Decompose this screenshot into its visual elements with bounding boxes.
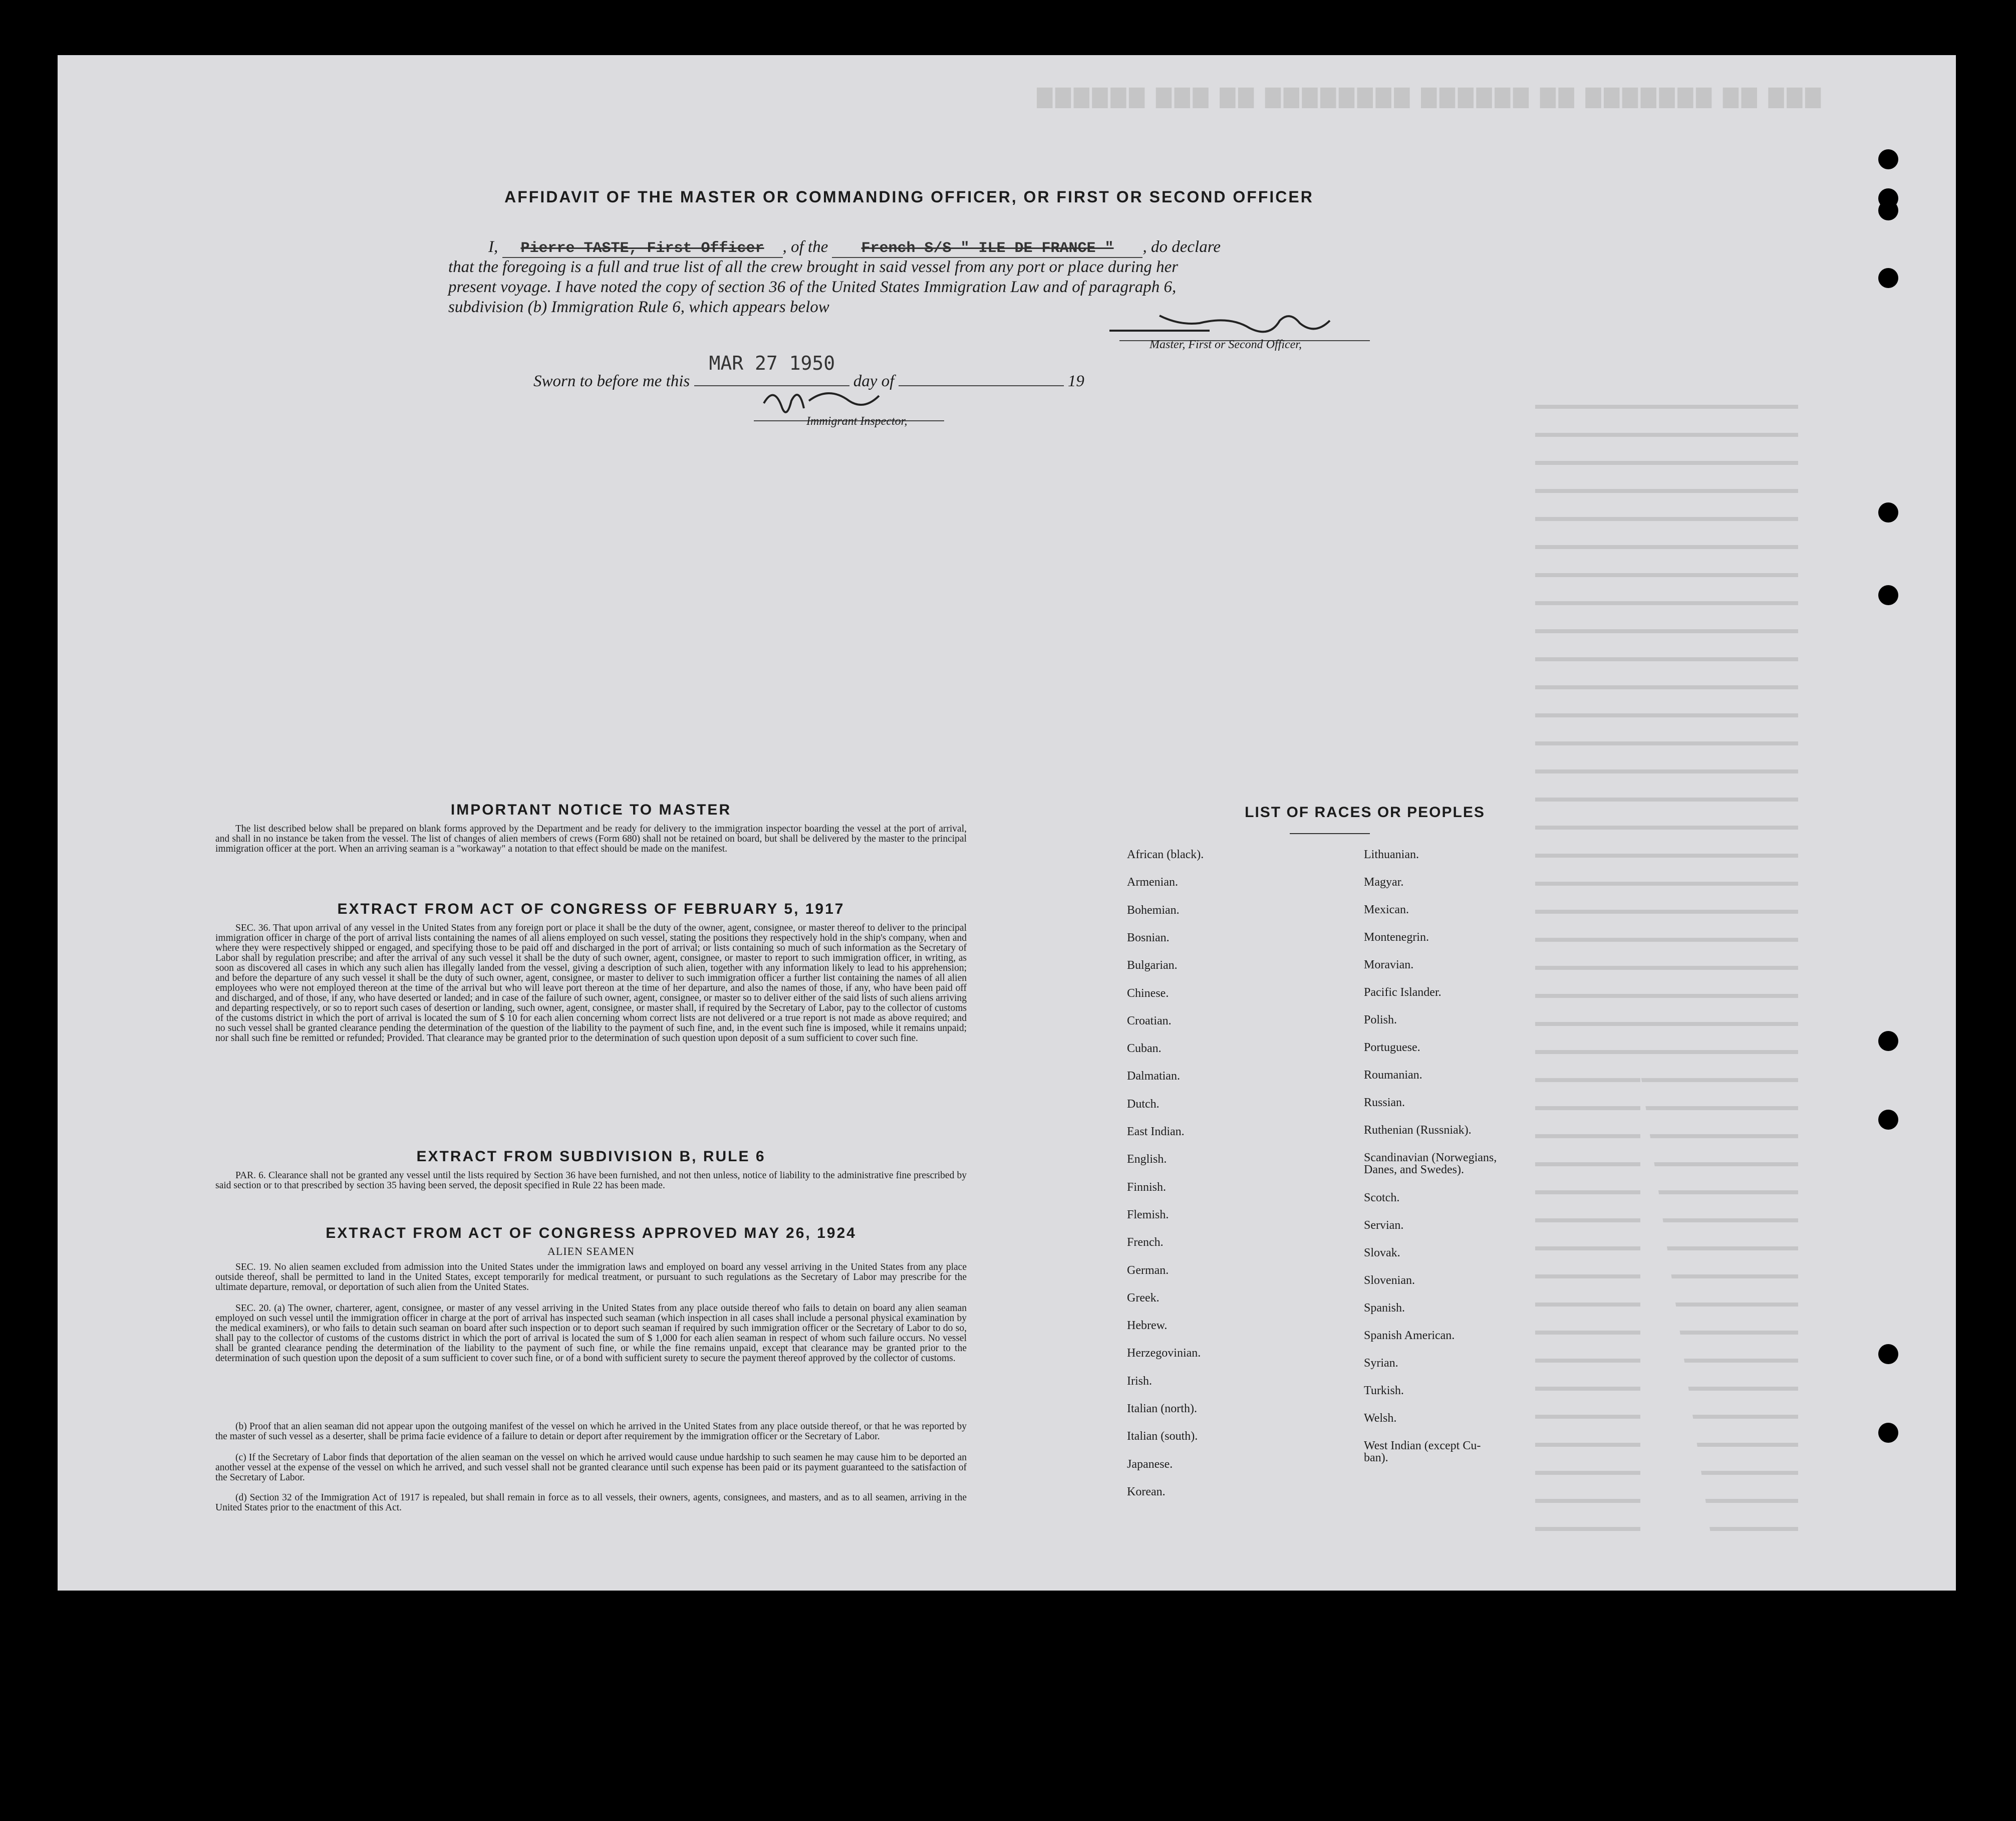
- race-item: Russian.: [1364, 1096, 1405, 1109]
- race-item: Polish.: [1364, 1013, 1397, 1026]
- binder-hole: [1878, 1031, 1898, 1051]
- race-item: English.: [1127, 1153, 1167, 1166]
- race-item: Italian (south).: [1127, 1430, 1198, 1443]
- race-item: Syrian.: [1364, 1357, 1398, 1370]
- extract-1924-title: EXTRACT FROM ACT OF CONGRESS APPROVED MAY 26, 1924: [326, 1225, 856, 1241]
- notice-text: The list described below shall be prepared on blank forms approved by the Department and be ready for delivery to the immigration inspector boarding the vessel at the port of arrival, and shall in no instance be taken from the vessel. The list of changes of alien members of crews (Form 680) shall not be retained on board, but shall be delivered by the master to the principal immigration officer at the port. When an arriving seaman is a "workaway" a notation to that effect should be made on the manifest.: [215, 824, 967, 854]
- affidavit-title: AFFIDAVIT OF THE MASTER OR COMMANDING OFFICER, OR FIRST OR SECOND OFFICER: [504, 188, 1314, 206]
- binder-hole: [1878, 1344, 1898, 1364]
- race-item: Korean.: [1127, 1485, 1166, 1498]
- extract-rule6-title: EXTRACT FROM SUBDIVISION B, RULE 6: [416, 1148, 766, 1165]
- race-item: Scandinavian (Norwegians,: [1364, 1151, 1497, 1164]
- binder-hole: [1878, 585, 1898, 605]
- extract-1924-sec20c: (c) If the Secretary of Labor finds that deportation of the alien seaman on the vessel on which he arrived would cause undue hardship to such seamen he may cause him to be deported an another vessel at the expense of the vessel on which he arrived, and such vessel shall not be granted clearance until such expense has been paid or its payment guaranteed to the satisfaction of the Secretary of Labor.: [215, 1452, 967, 1483]
- extract-1924-sec20d: (d) Section 32 of the Immigration Act of 1917 is repealed, but shall remain in force as to all vessels, their owners, agents, consignees, and masters, and as to all seamen, arriving in the United States prior to the enactment of this Act.: [215, 1492, 967, 1513]
- extract-1917-text: SEC. 36. That upon arrival of any vessel in the United States from any foreign port or place it shall be the duty of the owner, agent, consignee, or master thereof to deliver to the principal immigration officer in charge of the port of arrival lists containing the names of all aliens employed on such vessel, stating the positions they respectively hold in the ship's company, when and where they were respectively shipped or engaged, and specifying those to be paid off and discharged in the port of arrival; or lists containing so much of such information as the Secretary of Labor shall by regulation prescribe; and after the arrival of any such vessel it shall be the duty of such owner, agent, consignee, or master to report to such immigration officer, in writing, as soon as discovered all cases in which any such alien has illegally landed from the vessel, giving a description of such alien, together with any information likely to lead to his apprehension; and before the departure of any such vessel it shall be the duty of such owner, agent, consignee, or master to deliver to such immigration officer a further list containing the names of all alien employees who were not employed thereon at the time of the arrival but who will leave port thereon at the time of her departure, and also the names of those, if any, who have been paid off and discharged, and of those, if any, who have deserted or landed; and in case of the failure of such owner, agent, consignee, or master so to deliver either of the said lists of such aliens arriving and departing respectively, or so to report such cases of desertion or landing, such owner, agent, consignee, or master shall, if required by the Secretary of Labor, pay to the collector of customs of the customs district in which the port of arrival is located the sum of $ 10 for each alien concerning whom correct lists are not delivered or a true report is not made as above required; and no such vessel shall be granted clearance pending the determination of the question of the liability to the payment of such fine, and, in the event such fine is imposed, while it remains unpaid; nor shall such fine be remitted or refunded; Provided. That clearance may be granted prior to the determination of such question upon deposit of a sum sufficient to cover such fine.: [215, 923, 967, 1044]
- race-item: Flemish.: [1127, 1208, 1169, 1221]
- sworn-line: [533, 352, 1465, 391]
- race-item: Bohemian.: [1127, 903, 1180, 917]
- race-item: Dalmatian.: [1127, 1070, 1180, 1083]
- binder-hole: [1878, 149, 1898, 169]
- race-item: Spanish.: [1364, 1302, 1405, 1315]
- affidavit-line-1: [448, 238, 1380, 258]
- race-item: Herzegovinian.: [1127, 1347, 1201, 1360]
- race-item: Moravian.: [1364, 958, 1414, 971]
- race-item: Turkish.: [1364, 1384, 1404, 1397]
- extract-1924-sec20a: SEC. 20. (a) The owner, charterer, agent, consignee, or master of any vessel arriving in the United States from any place outside thereof who fails to detain on board any alien seaman employed on such vessel until the immigration officer in charge at the port of arrival has inspected such seaman (which inspection in all cases shall include a personal physical examination by the medical examiners), or who fails to detain such seaman on board after such inspection or to deport such seaman if required by such immigration officer or the Secretary of Labor to do so, shall pay to the collector of customs of the customs district in which the port of arrival is located the sum of $ 1,000 for each alien seaman in respect of whom such failure occurs. No vessel shall be granted clearance pending the determination of the liability to the payment of such fine, or while the fine remains unpaid, except that clearance may be granted prior to the determination of such question upon the deposit of a sum sufficient to cover such fine, or of a bond with sufficient surety to secure the payment thereof approved by the collector of customs.: [215, 1303, 967, 1364]
- document-sheet: [58, 55, 1956, 1591]
- extract-1924-subtitle: ALIEN SEAMEN: [547, 1245, 635, 1257]
- binder-hole: [1878, 1423, 1898, 1443]
- races-title-rule: [1290, 833, 1370, 834]
- race-item: West Indian (except Cu-: [1364, 1439, 1481, 1452]
- sworn-prefix: Sworn to before me this: [533, 372, 690, 390]
- race-item: Cuban.: [1127, 1042, 1162, 1056]
- race-item: Danes, and Swedes).: [1364, 1163, 1464, 1176]
- notice-title: IMPORTANT NOTICE TO MASTER: [450, 802, 732, 818]
- binder-hole: [1878, 502, 1898, 523]
- race-item: Italian (north).: [1127, 1402, 1197, 1415]
- of-the-text: , of the: [782, 238, 828, 256]
- inspector-caption: Immigrant Inspector,: [806, 415, 908, 428]
- date-stamp: MAR 27 1950: [709, 352, 835, 374]
- year-prefix: 19: [1067, 372, 1084, 390]
- race-item: Roumanian.: [1364, 1069, 1422, 1082]
- race-item: German.: [1127, 1263, 1169, 1277]
- race-item: Chinese.: [1127, 986, 1169, 1000]
- extract-1924-sec20b: (b) Proof that an alien seaman did not appear upon the outgoing manifest of the vessel on which he arrived in the United States from any place outside thereof, or that he was reported by the master of such vessel as a deserter, shall be prima facie evidence of a failure to detain or deport after requirement by the immigration officer or the Secretary of Labor.: [215, 1421, 967, 1442]
- race-item: Armenian.: [1127, 876, 1178, 889]
- extract-1924-sec19: SEC. 19. No alien seamen excluded from admission into the United States under the immigration laws and employed on board any vessel arriving in the United States from any place outside thereof, shall be permitted to land in the United States, except temporarily for medical treatment, or pursuant to such regulations as the Secretary of Labor may prescribe for the ultimate departure, removal, or deportation of such alien from the United States.: [215, 1262, 967, 1292]
- race-item: Portuguese.: [1364, 1041, 1420, 1054]
- race-item: Irish.: [1127, 1374, 1152, 1388]
- vessel-name: French S/S " ILE DE FRANCE ": [861, 240, 1114, 257]
- race-item: Ruthenian (Russniak).: [1364, 1124, 1472, 1137]
- signature-caption: Master, First or Second Officer,: [1149, 338, 1302, 351]
- affidavit-line-2: that the foregoing is a full and true list of all the crew brought in said vessel from any port or place during her: [448, 258, 1179, 276]
- race-item: Montenegrin.: [1364, 931, 1429, 944]
- race-item: African (black).: [1127, 848, 1204, 861]
- binder-hole: [1878, 1110, 1898, 1130]
- binder-hole: [1878, 200, 1898, 220]
- race-item: Finnish.: [1127, 1180, 1167, 1194]
- race-item: Croatian.: [1127, 1014, 1172, 1027]
- race-item: Scotch.: [1364, 1191, 1400, 1204]
- race-item: Magyar.: [1364, 876, 1404, 889]
- affidavit-line-4: subdivision (b) Immigration Rule 6, which appears below: [448, 298, 829, 316]
- officer-name: Pierre TASTE, First Officer: [520, 240, 764, 257]
- race-item: Bulgarian.: [1127, 959, 1178, 972]
- affidavit-line-3: present voyage. I have noted the copy of section 36 of the United States Immigration Law and of paragraph 6,: [448, 278, 1177, 296]
- race-item: Hebrew.: [1127, 1319, 1168, 1333]
- race-item: Japanese.: [1127, 1457, 1173, 1471]
- race-item: Servian.: [1364, 1219, 1404, 1232]
- races-title: LIST OF RACES OR PEOPLES: [1245, 804, 1485, 821]
- bleed-through-columns: [1535, 381, 1886, 1533]
- affidavit-pronoun: I,: [488, 238, 498, 256]
- race-item: Dutch.: [1127, 1097, 1160, 1111]
- race-item: Lithuanian.: [1364, 848, 1419, 861]
- race-item: Slovenian.: [1364, 1274, 1415, 1287]
- race-item: Welsh.: [1364, 1412, 1397, 1425]
- race-item: Greek.: [1127, 1291, 1160, 1305]
- race-item: Bosnian.: [1127, 931, 1170, 944]
- bleed-through-heading: ▇▇▇ ▇▇ ▇▇▇▇▇▇▇ ▇▇ ▇▇▇▇▇▇ ▇▇▇▇▇▇▇▇ ▇▇ ▇▇▇ ▇▇▇▇▇▇: [1034, 86, 1821, 108]
- race-item: Spanish American.: [1364, 1329, 1455, 1342]
- extract-1917-title: EXTRACT FROM ACT OF CONGRESS OF FEBRUARY 5, 1917: [337, 901, 845, 917]
- race-item: French.: [1127, 1236, 1164, 1249]
- race-item: Slovak.: [1364, 1246, 1400, 1259]
- race-item: Pacific Islander.: [1364, 986, 1442, 999]
- do-declare-text: , do declare: [1142, 238, 1221, 256]
- day-of-text: day of: [853, 372, 895, 390]
- race-item: East Indian.: [1127, 1125, 1185, 1138]
- binder-hole: [1878, 268, 1898, 288]
- race-item: ban).: [1364, 1451, 1388, 1464]
- extract-rule6-text: PAR. 6. Clearance shall not be granted any vessel until the lists required by Section 36 have been furnished, and not then unless, notice of liability to the administrative fine prescribed by said section or to that prescribed by section 35 having been served, the deposit specified in Rule 22 has been made.: [215, 1170, 967, 1191]
- race-item: Mexican.: [1364, 903, 1409, 916]
